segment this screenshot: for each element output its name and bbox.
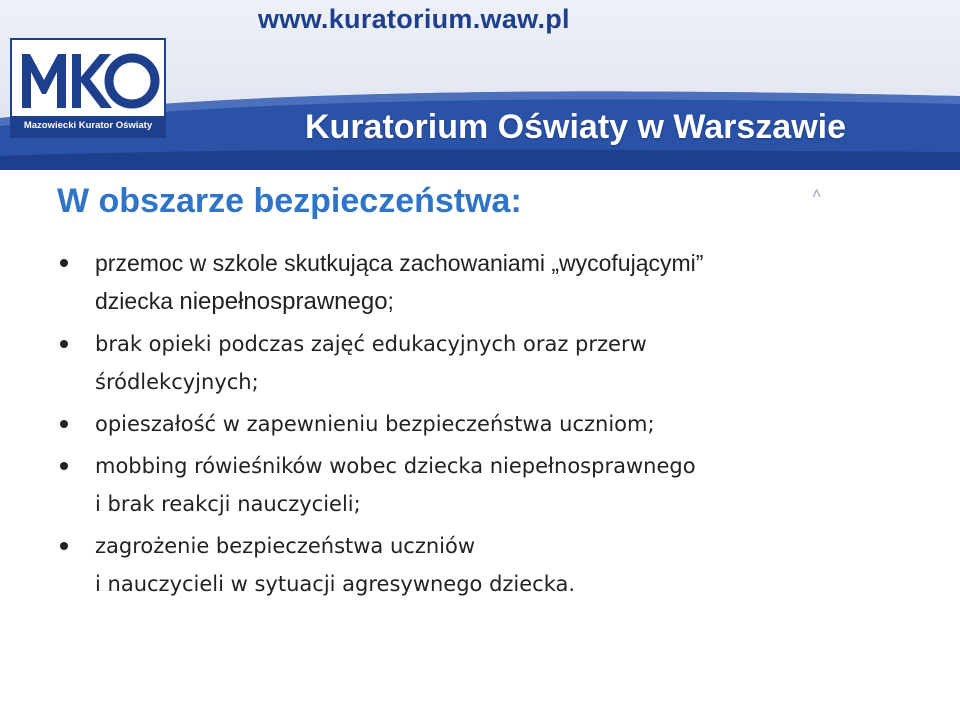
bullet-item	[57, 447, 917, 523]
bullet-item	[57, 405, 917, 443]
bullet-text-line: mobbing rówieśników wobec dziecka niepełnosprawnego	[95, 454, 696, 478]
bullet-item	[57, 325, 917, 401]
bullet-item	[57, 244, 917, 321]
bullet-dot-icon	[60, 259, 68, 267]
bullet-item	[57, 527, 917, 603]
bullet-text-line: przemoc w szkole skutkująca zachowaniami „wycofującymi”	[95, 250, 704, 276]
mko-logo-mark	[18, 46, 160, 114]
slide-title: W obszarze bezpieczeństwa:	[57, 182, 522, 220]
website-url: www.kuratorium.waw.pl	[258, 4, 570, 34]
bullet-dot-icon	[60, 462, 68, 470]
bullet-text-line: zagrożenie bezpieczeństwa uczniów	[95, 534, 476, 558]
bullet-text-line: i brak reakcji nauczycieli;	[95, 492, 361, 516]
mko-logo	[10, 38, 166, 138]
bullet-text-line: i nauczycieli w sytuacji agresywnego dziecka.	[95, 572, 576, 596]
bullet-text-line: brak opieki podczas zajęć edukacyjnych oraz przerw	[95, 332, 647, 356]
bullet-text-line: śródlekcyjnych;	[95, 370, 259, 394]
bullet-text-segment: ;	[387, 288, 394, 314]
logo-caption: Mazowiecki Kurator Oświaty	[12, 116, 164, 136]
bullet-dot-icon	[60, 340, 68, 348]
header-banner	[0, 0, 960, 170]
bullet-dot-icon	[60, 420, 68, 428]
scroll-up-caret-icon: ˄	[812, 186, 822, 203]
organization-name: Kuratorium Oświaty w Warszawie	[305, 108, 846, 146]
bullet-text-line: opieszałość w zapewnieniu bezpieczeństwa uczniom;	[95, 412, 655, 436]
bullet-text-line: dziecka	[95, 288, 180, 314]
bullet-dot-icon	[60, 542, 68, 550]
bullet-text-segment: niepełnosprawnego	[179, 288, 388, 315]
bullet-list	[57, 244, 917, 607]
